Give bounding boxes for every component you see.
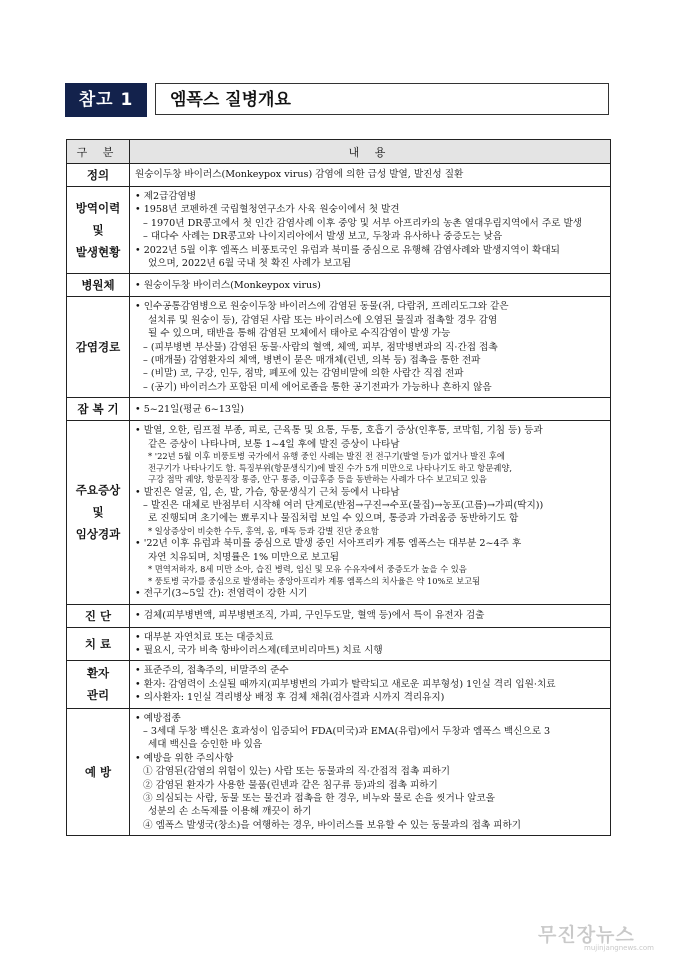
row-label: 방역이력 및 발생현황 bbox=[67, 187, 130, 274]
row-label: 감염경로 bbox=[67, 297, 130, 398]
content-line: • 표준주의, 접촉주의, 비말주의 준수 bbox=[135, 665, 289, 677]
header-category: 구 분 bbox=[67, 140, 130, 164]
watermark-url: mujinjangnews.com bbox=[584, 944, 654, 952]
table-row bbox=[67, 708, 611, 836]
row-content bbox=[130, 421, 611, 604]
section-title-bar bbox=[65, 83, 611, 117]
content-line: – (매개물) 감염환자의 체액, 병변이 묻은 매개체(린넨, 의복 등) 접촉을 통한 전파 bbox=[143, 355, 481, 367]
table-row bbox=[67, 661, 611, 708]
table-row bbox=[67, 274, 611, 297]
header-content: 내 용 bbox=[130, 140, 611, 164]
content-line: ② 감염된 환자가 사용한 물품(린넨과 같은 침구류 등)과의 접촉 피하기 bbox=[143, 779, 438, 791]
content-line: • 2022년 5월 이후 엠폭스 비풍토국인 유럽과 북미를 중심으로 유행해 감염사례와 발생지역이 확대되 bbox=[135, 244, 560, 256]
content-line: ④ 엠폭스 발생국(창소)을 여행하는 경우, 바이러스를 보유할 수 있는 동물과의 접촉 피하기 bbox=[143, 819, 522, 831]
content-line: • 제2급감염병 bbox=[135, 191, 197, 202]
row-label: 환자 관리 bbox=[67, 661, 130, 708]
content-line: * '22년 5월 이후 비풍토병 국가에서 유행 중인 사례는 발진 전 전구기(발열 등)가 없거나 발진 후에 bbox=[148, 451, 505, 462]
content-line: – (피부병변 부산물) 감염된 동물·사람의 혈액, 체액, 피부, 점막병변과의 직·간접 접촉 bbox=[143, 341, 498, 353]
table-row bbox=[67, 421, 611, 604]
row-content bbox=[130, 274, 611, 297]
content-line: ③ 의심되는 사람, 동물 또는 물건과 접촉을 한 경우, 비누와 물로 손을 씻거나 알코올 bbox=[143, 793, 495, 804]
row-content bbox=[130, 297, 611, 398]
content-line: – 대다수 사례는 DR콩고와 나이지리아에서 발생 보고, 두창과 유사하나 중증도는 낮음 bbox=[143, 231, 503, 243]
row-content bbox=[130, 661, 611, 708]
page-title: 엠폭스 질병개요 bbox=[155, 83, 609, 115]
reference-tag: 참고 1 bbox=[65, 83, 147, 117]
content-line: • 검체(피부병변액, 피부병변조직, 가피, 구인두도말, 혈액 등)에서 특이 유전자 검출 bbox=[135, 609, 485, 621]
content-line: 원숭이두창 바이러스(Monkeypox virus) 감염에 의한 급성 발열, 발진성 질환 bbox=[135, 169, 464, 181]
table-row bbox=[67, 187, 611, 274]
content-line: 될 수 있으며, 태반을 통해 감염된 모체에서 태아로 수직감염이 발생 가능 bbox=[148, 328, 451, 340]
content-line: * 풍토병 국가를 중심으로 발생하는 중앙아프리카 계통 엠폭스의 치사율은 약 10%로 보고됨 bbox=[148, 575, 481, 586]
content-line: – (공기) 바이러스가 포함된 미세 에어로졸을 통한 공기전파가 가능하나 흔하지 않음 bbox=[143, 381, 492, 393]
content-line: • 인수공통감염병으로 원숭이두창 바이러스에 감염된 동물(쥐, 다람쥐, 프레리도그와 같은 bbox=[135, 301, 509, 313]
table-row bbox=[67, 604, 611, 627]
content-line: • 대부분 자연치료 또는 대증치료 bbox=[135, 631, 274, 643]
content-line: • 예방접종 bbox=[135, 712, 181, 724]
content-line: * 면역저하자, 8세 미만 소아, 습진 병력, 임신 및 모유 수유자에서 중증도가 높을 수 있음 bbox=[148, 564, 467, 575]
content-line: • 발열, 오한, 림프절 부종, 피로, 근육통 및 요통, 두통, 호흡기 증상(인후통, 코막힘, 기침 등) 등과 bbox=[135, 425, 543, 437]
content-line: – 3세대 두창 백신은 효과성이 입증되어 FDA(미국)과 EMA(유럽)에서 두창과 엠폭스 백신으로 3 bbox=[143, 725, 551, 737]
content-line: – 발진은 대체로 반점부터 시작해 여러 단계로(반점→구진→수포(물집)→농포(고름)→가피(딱지)) bbox=[143, 500, 544, 511]
content-line: 었으며, 2022년 6월 국내 첫 확진 사례가 보고됨 bbox=[148, 258, 352, 270]
content-line: 전구기가 나타나기도 함. 특징부위(항문생식기)에 발진 수가 5개 미만으로 나타나기도 하고 항문궤양, bbox=[148, 462, 512, 473]
row-label: 정의 bbox=[67, 164, 130, 187]
content-line: • '22년 이후 유럽과 북미를 중심으로 발생 중인 서아프리카 계통 엠폭스는 대부분 2~4주 후 bbox=[135, 538, 522, 550]
row-content bbox=[130, 604, 611, 627]
content-line: • 원숭이두창 바이러스(Monkeypox virus) bbox=[135, 279, 321, 291]
content-line: • 예방을 위한 주의사항 bbox=[135, 752, 234, 764]
content-line: * 일상증상이 비슷한 수두, 홍역, 옴, 매독 등과 감별 진단 중요함 bbox=[148, 525, 379, 536]
content-line: 성분의 손 소독제를 이용해 깨끗이 하기 bbox=[148, 806, 312, 818]
content-line: 구강 점막 궤양, 항문직장 통증, 안구 통증, 이급후증 등을 동반하는 사례가 다수 보고되고 있음 bbox=[148, 474, 487, 485]
content-line: – (비말) 코, 구강, 인두, 점막, 폐포에 있는 감염비말에 의한 사람간 직접 전파 bbox=[143, 368, 464, 380]
row-label: 예 방 bbox=[67, 708, 130, 836]
row-label: 병원체 bbox=[67, 274, 130, 297]
table-row bbox=[67, 164, 611, 187]
content-line: – 1970년 DR콩고에서 첫 인간 감염사례 이후 중앙 및 서부 아프리카의 농촌 열대우림지역에서 주로 발생 bbox=[143, 217, 582, 229]
content-line: • 전구기(3~5일 간): 전염력이 강한 시기 bbox=[135, 588, 308, 600]
content-line: 자연 치유되며, 치명률은 1% 미만으로 보고됨 bbox=[148, 551, 340, 563]
content-line: • 5~21일(평균 6~13일) bbox=[135, 403, 245, 415]
content-line: • 의사환자: 1인실 격리병상 배정 후 검체 채취(검사결과 시까지 격리유지) bbox=[135, 692, 445, 704]
table-row bbox=[67, 627, 611, 661]
row-label: 주요증상 및 임상경과 bbox=[67, 421, 130, 604]
row-label: 진 단 bbox=[67, 604, 130, 627]
row-content bbox=[130, 627, 611, 661]
disease-overview-table bbox=[66, 139, 611, 836]
content-line: 같은 증상이 나타나며, 보통 1~4일 후에 발진 증상이 나타남 bbox=[148, 438, 400, 450]
row-label: 치 료 bbox=[67, 627, 130, 661]
row-content bbox=[130, 398, 611, 421]
row-content bbox=[130, 187, 611, 274]
table-row bbox=[67, 398, 611, 421]
content-line: 로 진행되며 초기에는 뾰루지나 물집처럼 보일 수 있으며, 통증과 가려움증 동반하기도 함 bbox=[148, 513, 519, 525]
content-line: • 환자: 감염력이 소실될 때까지(피부병변의 가피가 탈락되고 새로운 피부형성) 1인실 격리 입원·치료 bbox=[135, 678, 556, 690]
watermark-logo: 무진장뉴스 bbox=[538, 924, 635, 946]
table-header-row bbox=[67, 140, 611, 164]
content-line: • 필요시, 국가 비축 항바이러스제(테코비리마트) 치료 시행 bbox=[135, 644, 383, 656]
row-content bbox=[130, 708, 611, 836]
content-line: ① 감염된(감염의 위험이 있는) 사람 또는 동물과의 직·간접적 접촉 피하기 bbox=[143, 766, 451, 778]
content-line: 설치류 및 원숭이 등), 감염된 사람 또는 바이러스에 오염된 물질과 접촉할 경우 감염 bbox=[148, 314, 498, 326]
row-content bbox=[130, 164, 611, 187]
table-row bbox=[67, 297, 611, 398]
content-line: 세대 백신을 승인한 바 있음 bbox=[148, 739, 263, 751]
content-line: • 1958년 코펜하겐 국립혈청연구소가 사육 원숭이에서 첫 발견 bbox=[135, 204, 400, 216]
row-label: 잠 복 기 bbox=[67, 398, 130, 421]
content-line: • 발진은 얼굴, 입, 손, 발, 가슴, 항문생식기 근처 등에서 나타남 bbox=[135, 486, 400, 498]
